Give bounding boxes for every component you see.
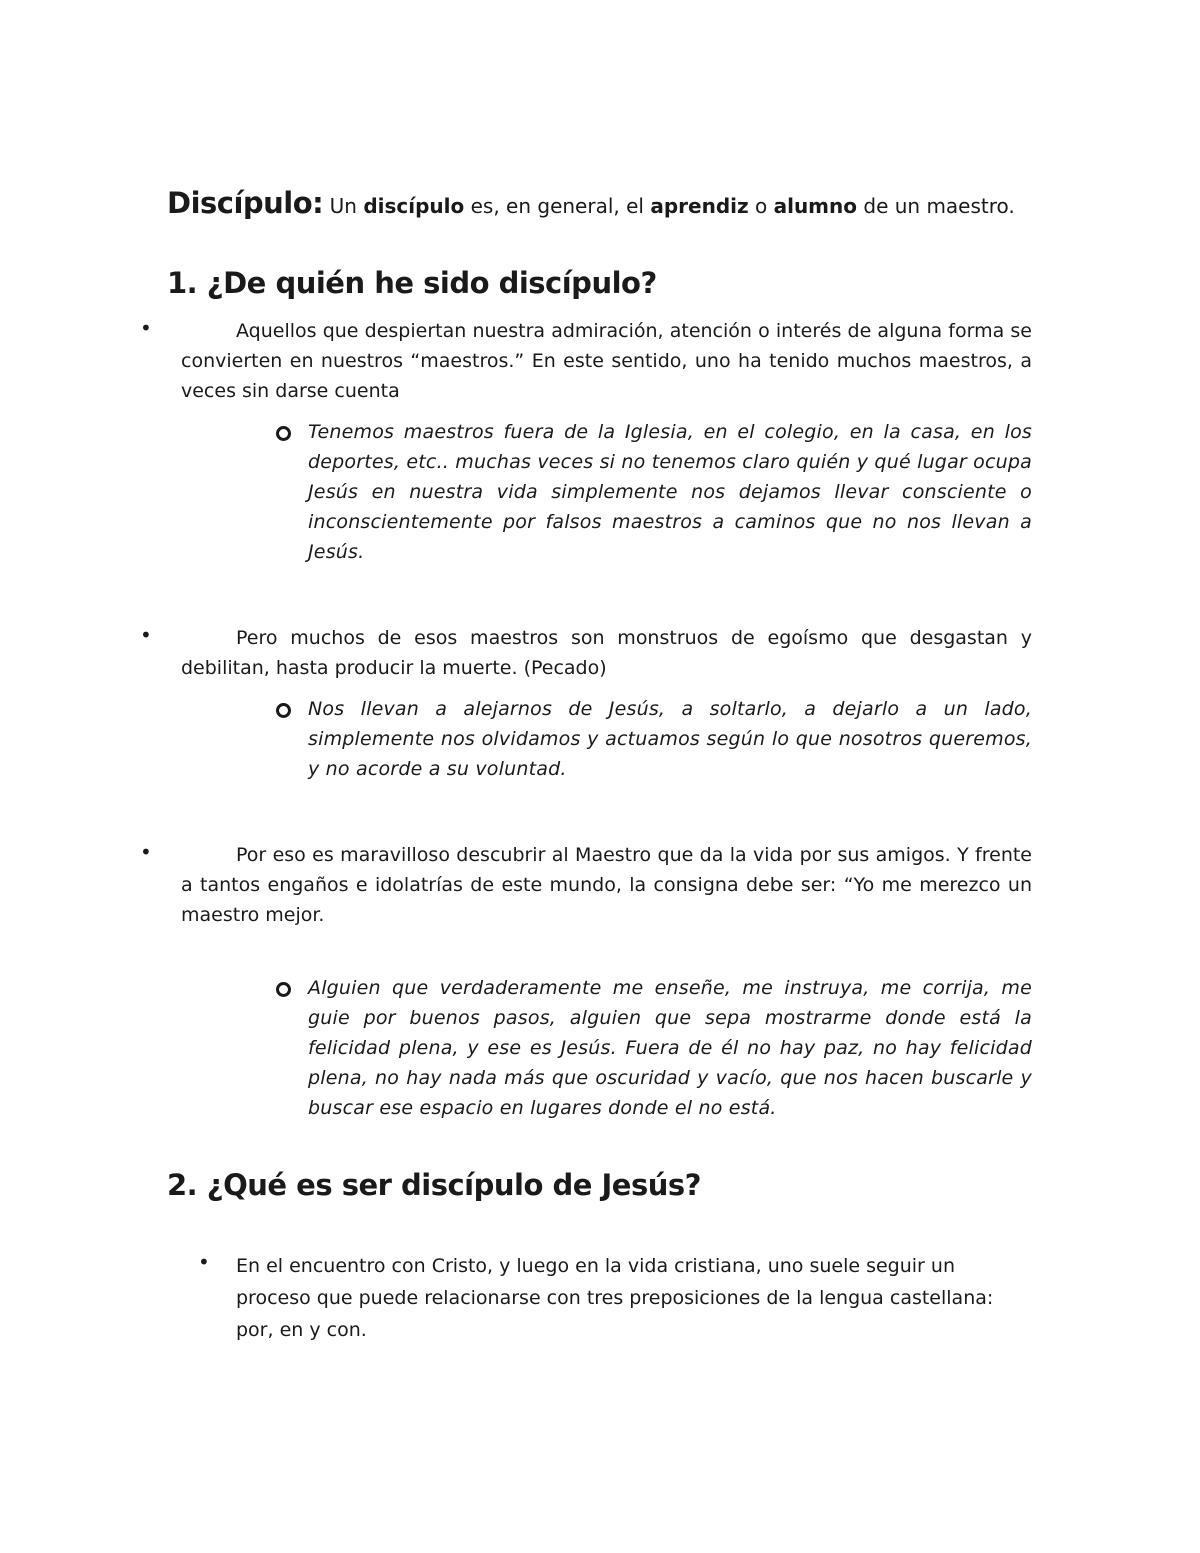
section-1-bullet-2	[140, 623, 1032, 683]
sub-bullet-text: Alguien que verdaderamente me enseñe, me instruya, me corrija, me guie por buenos pasos, alguien que sepa mostrarme donde está la felicidad plena, y ese es Jesús. Fuera de él no hay paz, no hay felicidad plena, no hay nada más que oscuridad y vacío, que nos hacen buscarle y buscar ese espacio en lugares donde el no está.	[308, 977, 1032, 1119]
section-1-sub-2	[272, 694, 1032, 784]
section-2-bullet-1	[198, 1250, 1018, 1346]
bullet-icon: •	[140, 316, 152, 340]
bullet-icon: •	[140, 623, 152, 647]
bullet-icon: •	[198, 1250, 210, 1274]
section-1-bullet-1	[140, 316, 1032, 406]
definition-line	[167, 186, 1067, 220]
section-1-sub-1	[272, 417, 1032, 567]
section-1-sub-3	[272, 973, 1032, 1123]
bullet-text: Pero muchos de esos maestros son monstruos de egoísmo que desgastan y debilitan, hasta producir la muerte. (Pecado)	[181, 627, 1032, 679]
section-1-bullet-3	[140, 840, 1032, 930]
circle-bullet-icon	[276, 982, 291, 997]
sub-bullet-text: Tenemos maestros fuera de la Iglesia, en el colegio, en la casa, en los deportes, etc.. muchas veces si no tenemos claro quién y qué lugar ocupa Jesús en nuestra vida simplemente nos dejamos llevar consciente o inconscientemente por falsos maestros a caminos que no nos llevan a Jesús.	[308, 421, 1032, 563]
definition-text: Un discípulo es, en general, el aprendiz o alumno de un maestro.	[323, 194, 1015, 218]
circle-bullet-icon	[276, 426, 291, 441]
bullet-text: Aquellos que despiertan nuestra admiración, atención o interés de alguna forma se convierten en nuestros “maestros.” En este sentido, uno ha tenido muchos maestros, a veces sin darse cuenta	[181, 320, 1032, 402]
section-1-heading: 1. ¿De quién he sido discípulo?	[167, 266, 657, 300]
bullet-icon: •	[140, 840, 152, 864]
section-2-heading: 2. ¿Qué es ser discípulo de Jesús?	[167, 1168, 701, 1202]
bullet-text: Por eso es maravilloso descubrir al Maestro que da la vida por sus amigos. Y frente a tantos engaños e idolatrías de este mundo, la consigna debe ser: “Yo me merezco un maestro mejor.	[181, 844, 1032, 926]
circle-bullet-icon	[276, 703, 291, 718]
bullet-text: En el encuentro con Cristo, y luego en la vida cristiana, uno suele seguir un proceso que puede relacionarse con tres preposiciones de la lengua castellana: por, en y con.	[236, 1255, 994, 1341]
sub-bullet-text: Nos llevan a alejarnos de Jesús, a soltarlo, a dejarlo a un lado, simplemente nos olvidamos y actuamos según lo que nosotros queremos, y no acorde a su voluntad.	[308, 698, 1032, 780]
definition-label: Discípulo:	[167, 186, 324, 220]
